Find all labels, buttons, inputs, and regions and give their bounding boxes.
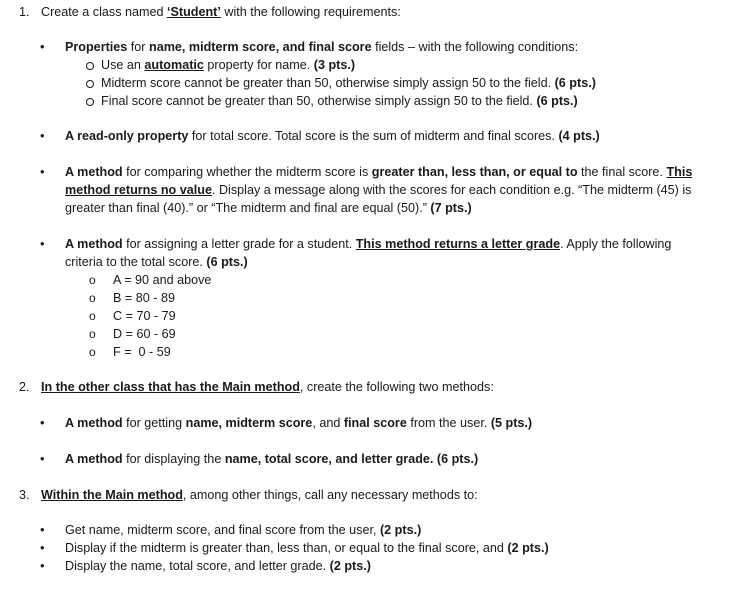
method-label: A method bbox=[65, 416, 123, 430]
section-1-rest: with the following requirements: bbox=[220, 5, 401, 19]
points-label: (6 pts.) bbox=[206, 255, 248, 269]
grade-bullet-line-1 bbox=[65, 236, 671, 252]
call-item-text: Display the name, total score, and letter grade. bbox=[65, 559, 330, 573]
method-label: A method bbox=[65, 165, 123, 179]
properties-fields: name, midterm score, and final score bbox=[149, 40, 372, 54]
section-2-rest: , create the following two methods: bbox=[299, 380, 494, 394]
main-method-label: Within the Main method bbox=[41, 488, 183, 502]
bullet-icon: • bbox=[40, 522, 45, 537]
points-label: (2 pts.) bbox=[329, 559, 371, 573]
returns-letter-grade: This method returns a letter grade bbox=[355, 237, 561, 251]
bullet-icon: • bbox=[40, 540, 45, 555]
compare-bullet-line-1 bbox=[65, 164, 692, 180]
grade-d: D = 60 - 69 bbox=[113, 327, 176, 341]
get-and: , and bbox=[312, 416, 344, 430]
properties-bullet bbox=[65, 39, 578, 55]
section-3-number: 3. bbox=[19, 488, 30, 502]
final-condition bbox=[101, 93, 578, 109]
compare-conditions: greater than, less than, or equal to bbox=[371, 165, 578, 179]
grade-text: for assigning a letter grade for a student. bbox=[122, 237, 356, 251]
bullet-icon: • bbox=[40, 236, 45, 251]
readonly-text: for total score. Total score is the sum of midterm and final scores. bbox=[188, 129, 559, 143]
display-method bbox=[65, 451, 478, 467]
points-label: (4 pts.) bbox=[558, 129, 600, 143]
get-text: for getting bbox=[122, 416, 186, 430]
final-condition-text: Final score cannot be greater than 50, otherwise simply assign 50 to the field. bbox=[101, 94, 537, 108]
bullet-icon: • bbox=[40, 558, 45, 573]
call-list-item bbox=[65, 522, 421, 538]
method-label: A method bbox=[65, 237, 123, 251]
points-label: (6 pts.) bbox=[536, 94, 578, 108]
points-label: (5 pts.) bbox=[490, 416, 533, 430]
properties-for: for bbox=[127, 40, 149, 54]
display-text: for displaying the bbox=[122, 452, 225, 466]
midterm-condition-text: Midterm score cannot be greater than 50, otherwise simply assign 50 to the field. bbox=[101, 76, 555, 90]
method-label: A method bbox=[65, 452, 123, 466]
points-label: (2 pts.) bbox=[379, 523, 422, 537]
grade-apply: . Apply the following bbox=[560, 237, 672, 251]
call-list-item bbox=[65, 558, 371, 574]
criteria-text: criteria to the total score. bbox=[65, 255, 207, 269]
name-condition-c: property for name. bbox=[203, 58, 314, 72]
hollow-bullet-icon: o bbox=[89, 345, 96, 359]
compare-example: greater than final (40).” or “The midterm and final are equal (50).” bbox=[65, 201, 431, 215]
call-item-text: Display if the midterm is greater than, less than, or equal to the final score, and bbox=[65, 541, 508, 555]
grade-a: A = 90 and above bbox=[113, 273, 212, 287]
call-list-item bbox=[65, 540, 549, 556]
properties-label: Properties bbox=[65, 40, 128, 54]
section-2-number: 2. bbox=[19, 380, 30, 394]
points-label: (7 pts.) bbox=[430, 201, 472, 215]
hollow-bullet-icon: o bbox=[89, 291, 96, 305]
circle-bullet-icon bbox=[86, 98, 94, 106]
bullet-icon: • bbox=[40, 164, 45, 179]
compare-bullet-line-3 bbox=[65, 200, 472, 216]
compare-this: This bbox=[666, 165, 693, 179]
grade-bullet-line-2 bbox=[65, 254, 248, 270]
get-fields: name, midterm score bbox=[185, 416, 313, 430]
compare-final: the final score. bbox=[577, 165, 667, 179]
get-final: final score bbox=[343, 416, 407, 430]
get-input-method bbox=[65, 415, 532, 431]
no-value-note: method returns no value bbox=[65, 183, 212, 197]
section-3-heading bbox=[41, 487, 478, 503]
section-1-number: 1. bbox=[19, 5, 30, 19]
section-2-heading bbox=[41, 379, 494, 395]
points-label: (6 pts.) bbox=[554, 76, 596, 90]
compare-bullet-line-2 bbox=[65, 182, 691, 198]
circle-bullet-icon bbox=[86, 80, 94, 88]
properties-conditions: fields – with the following conditions: bbox=[371, 40, 579, 54]
grade-c: C = 70 - 79 bbox=[113, 309, 176, 323]
call-item-text: Get name, midterm score, and final score from the user, bbox=[65, 523, 380, 537]
class-name-student: ‘Student’ bbox=[167, 5, 221, 19]
midterm-condition bbox=[101, 75, 596, 91]
grade-b: B = 80 - 89 bbox=[113, 291, 175, 305]
name-condition bbox=[101, 57, 355, 73]
display-fields: name, total score, and letter grade. (6 pts.) bbox=[224, 452, 479, 466]
points-label: (3 pts.) bbox=[313, 58, 356, 72]
bullet-icon: • bbox=[40, 415, 45, 430]
compare-text: for comparing whether the midterm score is bbox=[122, 165, 372, 179]
grade-f: F = 0 - 59 bbox=[113, 345, 171, 359]
hollow-bullet-icon: o bbox=[89, 273, 96, 287]
main-class-label: In the other class that has the Main method bbox=[41, 380, 300, 394]
bullet-icon: • bbox=[40, 39, 45, 54]
readonly-label: A read-only property bbox=[65, 129, 189, 143]
bullet-icon: • bbox=[40, 128, 45, 143]
readonly-bullet bbox=[65, 128, 600, 144]
points-label: (2 pts.) bbox=[507, 541, 549, 555]
hollow-bullet-icon: o bbox=[89, 327, 96, 341]
compare-display-text: . Display a message along with the scores for each condition e.g. “The midterm (45) is bbox=[211, 183, 692, 197]
circle-bullet-icon bbox=[86, 62, 94, 70]
section-3-rest: , among other things, call any necessary methods to: bbox=[182, 488, 478, 502]
name-condition-a: Use an bbox=[101, 58, 145, 72]
hollow-bullet-icon: o bbox=[89, 309, 96, 323]
automatic-keyword: automatic bbox=[144, 58, 204, 72]
get-from-user: from the user. bbox=[406, 416, 491, 430]
section-1-heading bbox=[41, 4, 401, 20]
bullet-icon: • bbox=[40, 451, 45, 466]
section-1-intro: Create a class named bbox=[41, 5, 167, 19]
